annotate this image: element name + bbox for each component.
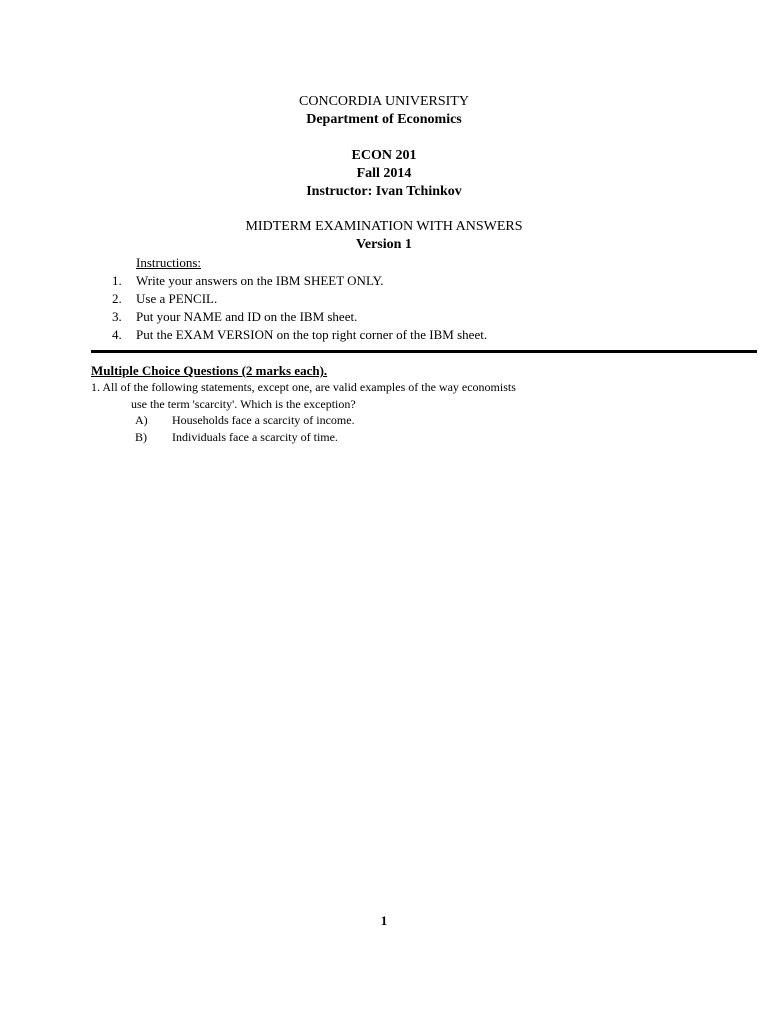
exam-version: Version 1	[356, 237, 412, 252]
instruction-number: 2.	[112, 291, 122, 306]
university-name: CONCORDIA UNIVERSITY	[299, 94, 469, 109]
instruction-item	[112, 290, 487, 308]
instruction-text: Use a PENCIL.	[136, 291, 218, 306]
question-text-line-2: use the term 'scarcity'. Which is the exception?	[131, 396, 356, 411]
instruction-text: Write your answers on the IBM SHEET ONLY.	[136, 273, 384, 288]
term: Fall 2014	[356, 166, 412, 181]
question-1	[91, 379, 751, 445]
instruction-number: 1.	[112, 273, 122, 288]
instruction-text: Put the EXAM VERSION on the top right corner of the IBM sheet.	[136, 327, 488, 342]
option-text: Households face a scarcity of income.	[172, 413, 355, 427]
answer-option-a	[91, 412, 751, 429]
instruction-item	[112, 308, 487, 326]
page-number: 1	[380, 913, 388, 928]
option-letter: B)	[135, 429, 147, 444]
instruction-text: Put your NAME and ID on the IBM sheet.	[136, 309, 358, 324]
instruction-item	[112, 326, 487, 344]
section-divider	[91, 350, 757, 353]
department-name: Department of Economics	[306, 112, 462, 127]
instructions-block	[112, 254, 487, 344]
option-letter: A)	[135, 413, 148, 427]
instruction-number: 3.	[112, 309, 122, 324]
instruction-number: 4.	[112, 327, 122, 342]
question-text-line-1: 1. All of the following statements, except one, are valid examples of the way economists	[91, 380, 516, 394]
option-text: Individuals face a scarcity of time.	[172, 429, 338, 444]
instructions-list	[112, 272, 487, 344]
instruction-item	[112, 272, 487, 290]
answer-option-b	[91, 429, 751, 446]
section-title: Multiple Choice Questions (2 marks each).	[91, 363, 328, 378]
course-code: ECON 201	[351, 148, 417, 163]
instructions-title: Instructions:	[136, 255, 201, 270]
instructor: Instructor: Ivan Tchinkov	[306, 184, 462, 199]
exam-title: MIDTERM EXAMINATION WITH ANSWERS	[245, 219, 523, 234]
